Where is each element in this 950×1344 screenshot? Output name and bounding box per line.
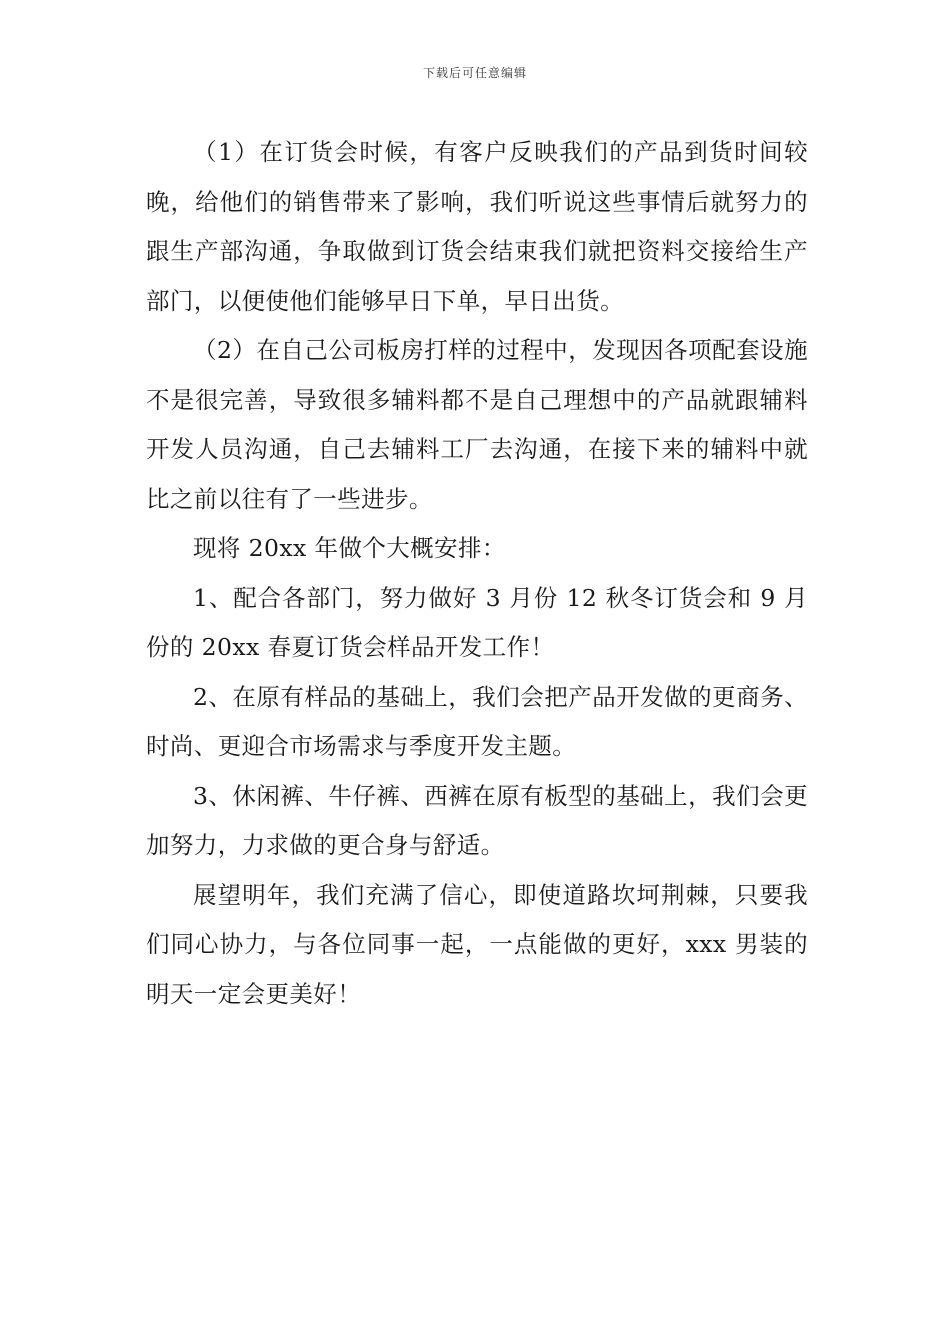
paragraph-plan-3: 3、休闲裤、牛仔裤、西裤在原有板型的基础上，我们会更加努力，力求做的更合身与舒适。 xyxy=(146,781,808,859)
paragraph-plan-intro: 现将 20xx 年做个大概安排： xyxy=(193,534,506,562)
paragraph-plan-1: 1、配合各部门，努力做好 3 月份 12 秋冬订货会和 9 月份的 20xx 春夏订货会样品开发工作！ xyxy=(146,583,808,661)
document-body xyxy=(146,128,808,1019)
paragraph-plan-2: 2、在原有样品的基础上，我们会把产品开发做的更商务、时尚、更迎合市场需求与季度开发主题。 xyxy=(146,682,808,760)
header-note: 下载后可任意编辑 xyxy=(422,66,527,80)
paragraph-outlook: 展望明年，我们充满了信心，即使道路坎坷荆棘，只要我们同心协力，与各位同事一起，一点能做的更好，xxx 男装的明天一定会更美好！ xyxy=(146,880,808,1008)
paragraph-item-1: （1）在订货会时候，有客户反映我们的产品到货时间较晚，给他们的销售带来了影响，我们听说这些事情后就努力的跟生产部沟通，争取做到订货会结束我们就把资料交接给生产部门，以便使他们能够早日下单，早日出货。 xyxy=(146,138,808,315)
paragraph-item-2: （2）在自己公司板房打样的过程中，发现因各项配套设施不是很完善，导致很多辅料都不是自己理想中的产品就跟辅料开发人员沟通，自己去辅料工厂去沟通，在接下来的辅料中就比之前以往有了一些进步。 xyxy=(146,336,808,513)
